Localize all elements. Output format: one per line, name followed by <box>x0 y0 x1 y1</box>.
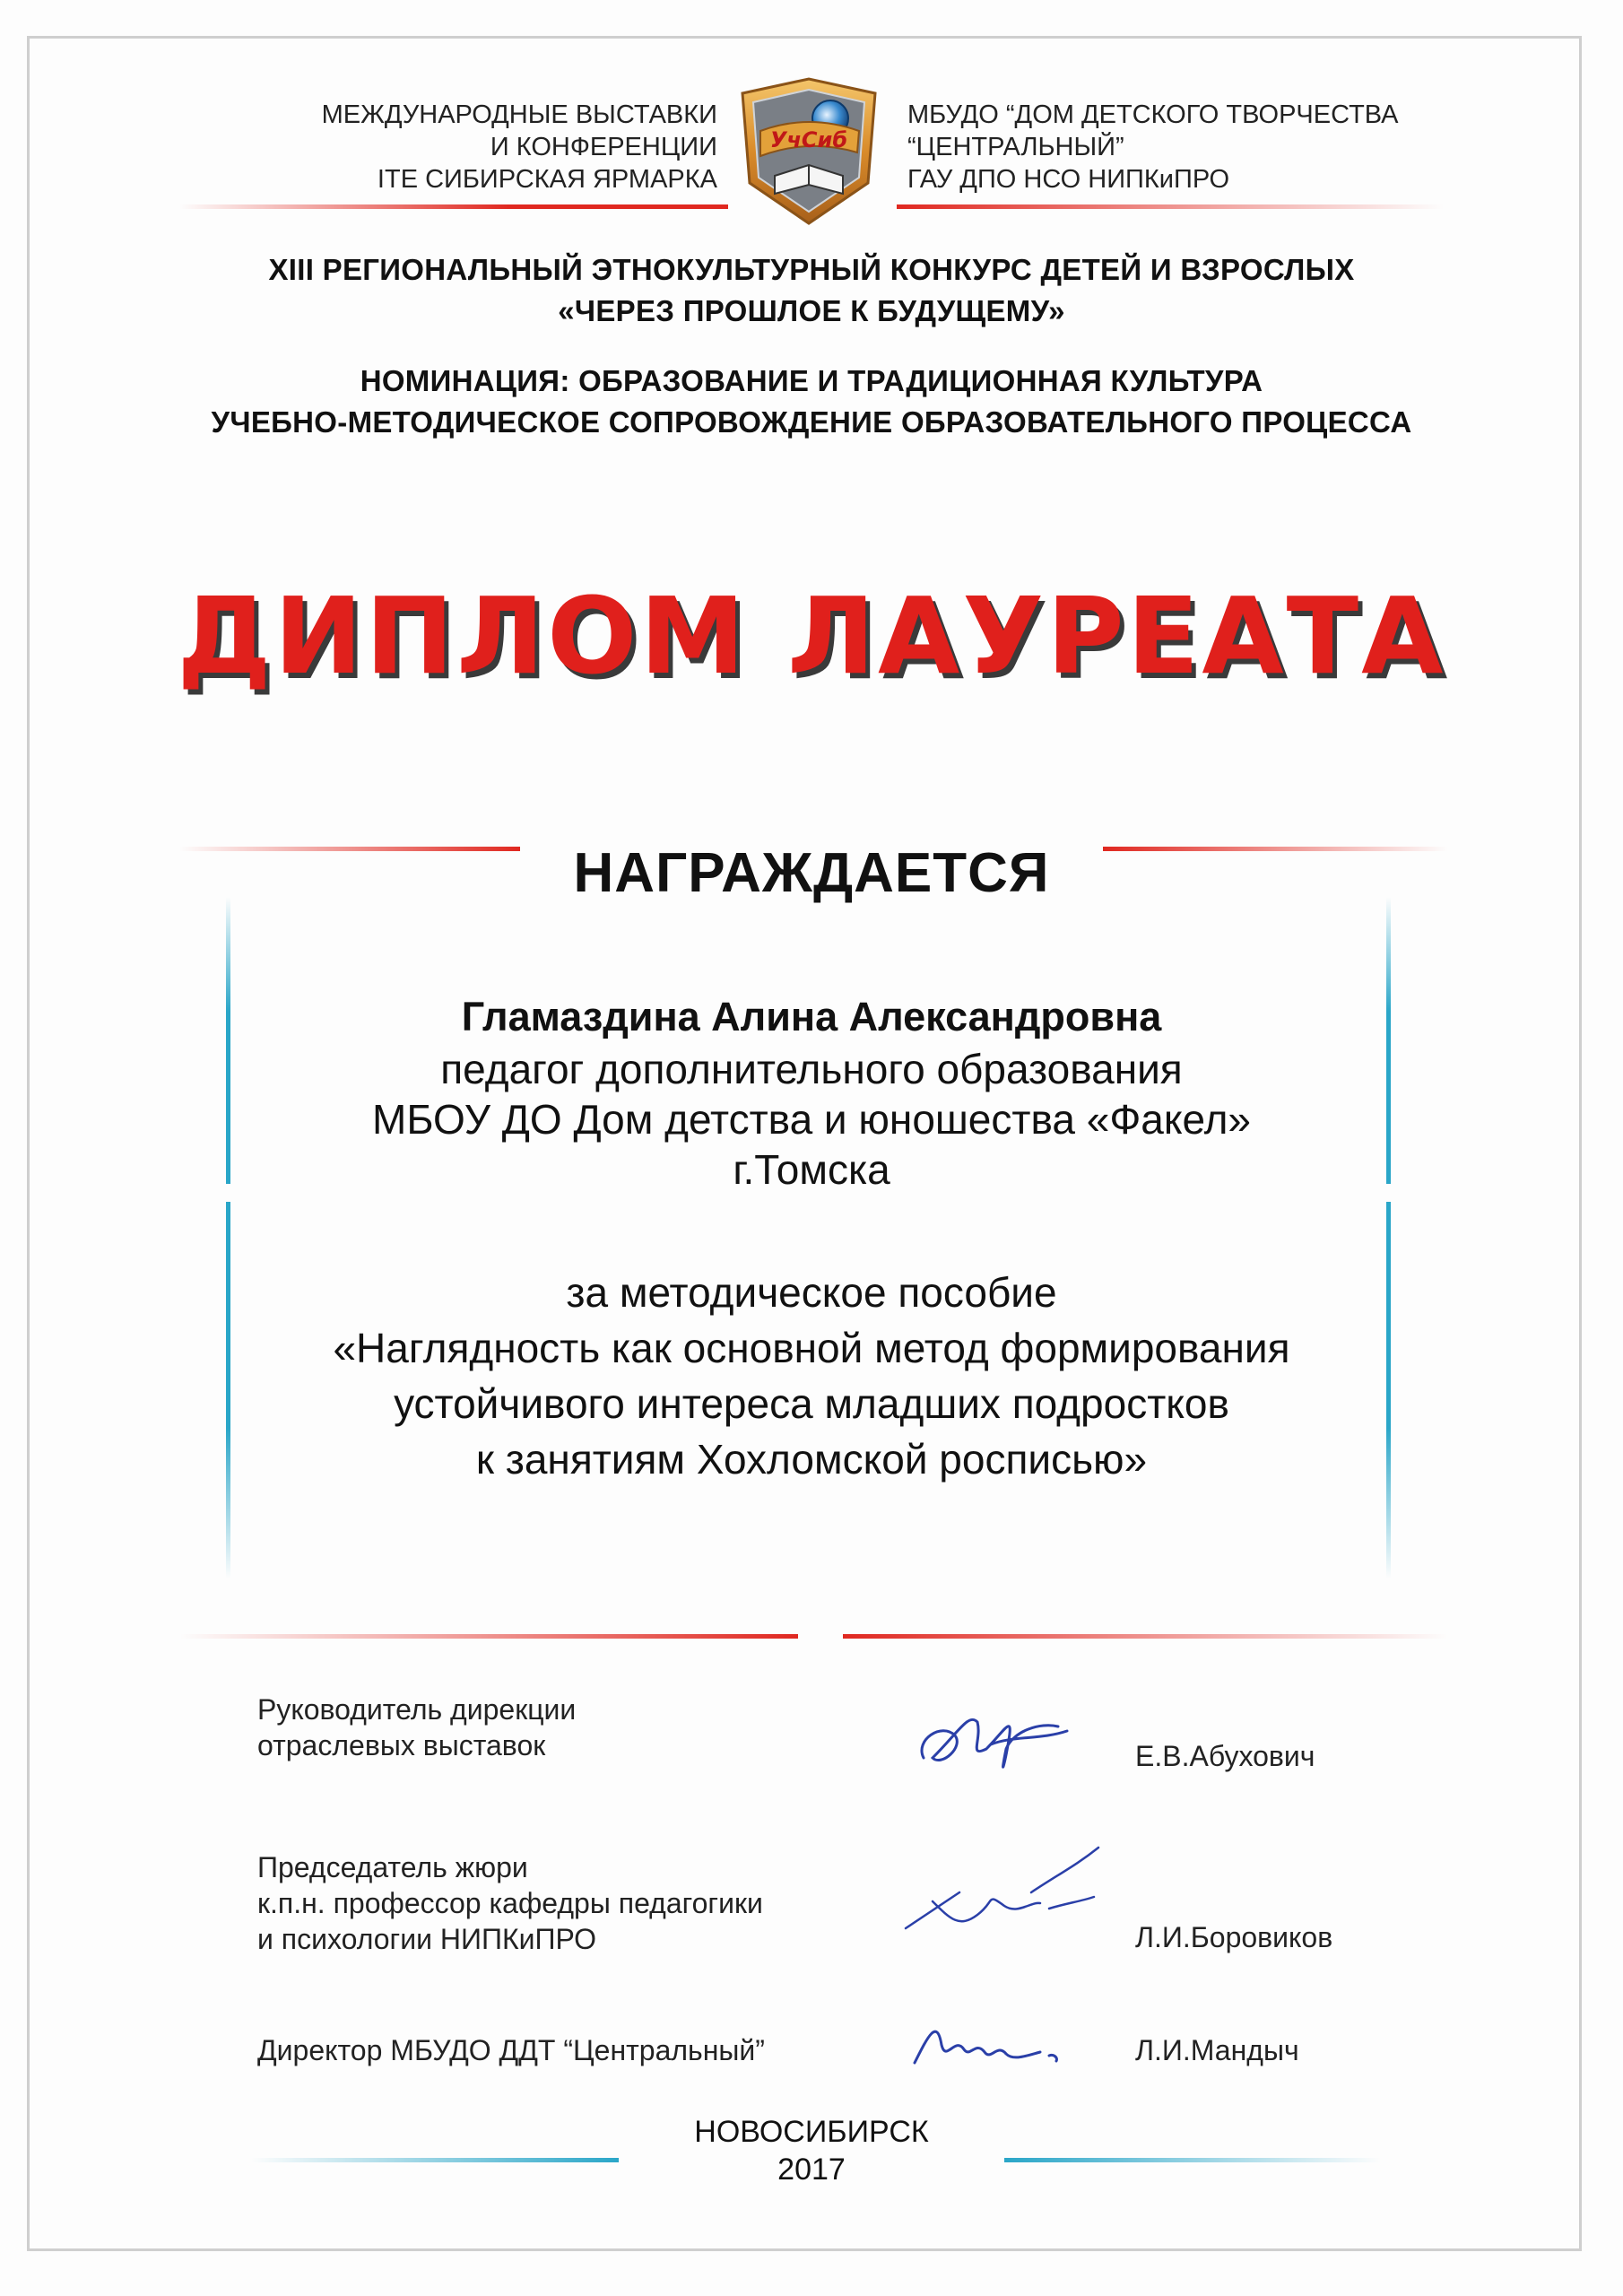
signatory-role-line: Председатель жюри <box>257 1851 528 1883</box>
awarded-heading: НАГРАЖДАЕТСЯ <box>573 842 1050 904</box>
logo-text: УчСиб <box>769 127 848 152</box>
signatory-role <box>257 1692 576 1763</box>
recipient-organization: МБОУ ДО Дом детства и юношества «Факел» <box>372 1096 1251 1143</box>
footer-divider-left <box>251 2158 619 2162</box>
competition-line: XIII РЕГИОНАЛЬНЫЙ ЭТНОКУЛЬТУРНЫЙ КОНКУРС ДЕТЕЙ И ВЗРОСЛЫХ <box>268 253 1355 286</box>
award-box-bottom-right <box>843 1634 1448 1639</box>
signatory-role <box>257 1849 763 1957</box>
signatory-role-line: отраслевых выставок <box>257 1729 546 1761</box>
reason-line: устойчивого интереса младших подростков <box>394 1380 1229 1427</box>
header-left-line: И КОНФЕРЕНЦИИ <box>490 133 717 161</box>
header-divider-right <box>897 204 1444 209</box>
award-reason <box>0 1265 1623 1487</box>
footer-location <box>0 2113 1623 2188</box>
reason-line: за методическое пособие <box>566 1269 1057 1316</box>
signatory-role-line: Директор МБУДО ДДТ “Центральный” <box>257 2034 765 2066</box>
recipient-details <box>0 1044 1623 1195</box>
reason-line: к занятиям Хохломской росписью» <box>475 1436 1148 1483</box>
header-right-line: МБУДО “ДОМ ДЕТСКОГО ТВОРЧЕСТВА <box>907 100 1399 129</box>
signatory-role-line: Руководитель дирекции <box>257 1693 577 1726</box>
footer-city: НОВОСИБИРСК <box>694 2115 929 2149</box>
competition-line: «ЧЕРЕЗ ПРОШЛОЕ К БУДУЩЕМУ» <box>558 294 1065 327</box>
uchsib-logo <box>733 75 884 228</box>
header-left-line: МЕЖДУНАРОДНЫЕ ВЫСТАВКИ <box>321 100 717 129</box>
nomination <box>0 361 1623 443</box>
header-divider-left <box>179 204 728 209</box>
signatory-role-line: и психологии НИПКиПРО <box>257 1923 596 1955</box>
header-left-line: ITE СИБИРСКАЯ ЯРМАРКА <box>377 165 717 194</box>
handwritten-signature <box>897 1839 1103 1955</box>
signatory-name: Л.И.Боровиков <box>1135 1921 1333 1953</box>
signatory-name: Е.В.Абухович <box>1135 1740 1315 1772</box>
signatory-role-line: к.п.н. профессор кафедры педагогики <box>257 1887 763 1919</box>
nomination-line: УЧЕБНО-МЕТОДИЧЕСКОЕ СОПРОВОЖДЕНИЕ ОБРАЗОВАТЕЛЬНОГО ПРОЦЕССА <box>211 405 1412 439</box>
recipient-name: Гламаздина Алина Александровна <box>461 994 1162 1039</box>
header-right-line: ГАУ ДПО НСО НИПКиПРО <box>907 165 1230 194</box>
award-box-bottom-left <box>179 1634 798 1639</box>
footer-year: 2017 <box>777 2152 846 2187</box>
signatory-role <box>257 2032 765 2068</box>
signatory-name: Л.И.Мандыч <box>1135 2034 1299 2066</box>
recipient-city: г.Томска <box>733 1146 890 1193</box>
diploma-title: ДИПЛОМ ЛАУРЕАТА <box>177 574 1446 698</box>
competition-title <box>0 249 1623 332</box>
nomination-line: НОМИНАЦИЯ: ОБРАЗОВАНИЕ И ТРАДИЦИОННАЯ КУЛЬТУРА <box>360 364 1263 397</box>
handwritten-signature <box>906 2000 1085 2081</box>
handwritten-signature <box>906 1695 1085 1794</box>
recipient-position: педагог дополнительного образования <box>440 1046 1183 1092</box>
footer-divider-right <box>1004 2158 1381 2162</box>
header-right-organizer <box>907 99 1399 196</box>
header-left-organizer <box>322 99 717 196</box>
reason-line: «Наглядность как основной метод формирования <box>333 1325 1290 1371</box>
header-right-line: “ЦЕНТРАЛЬНЫЙ” <box>907 133 1124 161</box>
